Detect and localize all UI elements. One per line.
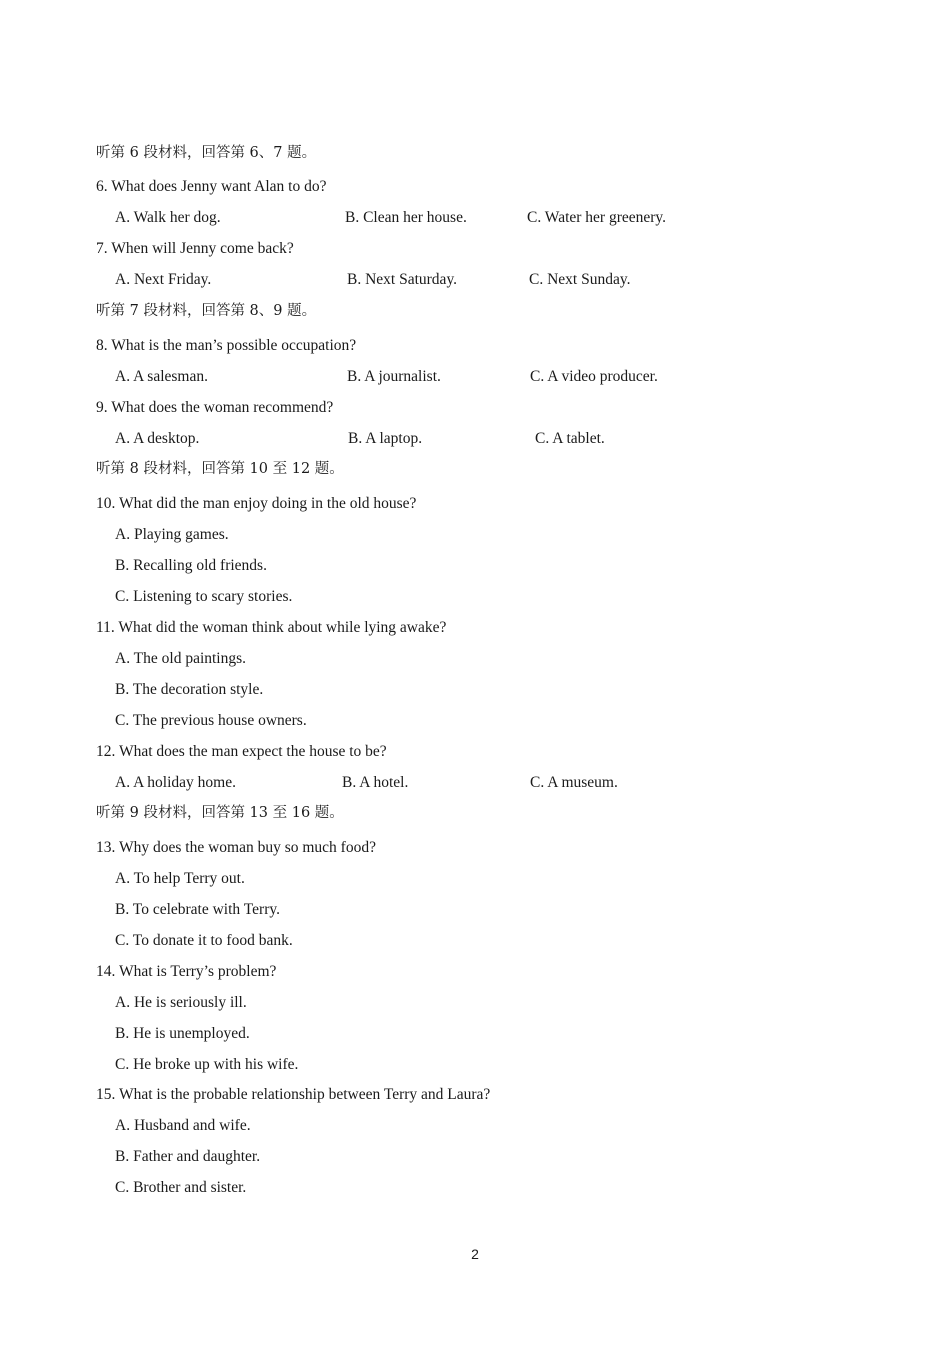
- question-6-stem: 6. What does Jenny want Alan to do?: [96, 178, 327, 195]
- question-10-option-a: A. Playing games.: [115, 526, 229, 543]
- question-15-option-b: B. Father and daughter.: [115, 1148, 261, 1165]
- question-9-stem: 9. What does the woman recommend?: [96, 399, 334, 416]
- question-14-option-b: B. He is unemployed.: [115, 1025, 250, 1042]
- question-7-option-c: C. Next Sunday.: [529, 271, 631, 288]
- section-heading-9: 听第 9 段材料，回答第 13 至 16 题。: [96, 805, 344, 821]
- question-6-option-c: C. Water her greenery.: [527, 209, 667, 226]
- question-14-stem: 14. What is Terry’s problem?: [96, 963, 277, 980]
- question-9-option-a: A. A desktop.: [115, 430, 200, 447]
- question-15-stem: 15. What is the probable relationship between Terry and Laura?: [96, 1086, 491, 1103]
- question-8-option-a: A. A salesman.: [115, 368, 208, 385]
- question-15-option-c: C. Brother and sister.: [115, 1179, 247, 1196]
- question-13-option-b: B. To celebrate with Terry.: [115, 901, 280, 918]
- question-12-stem: 12. What does the man expect the house to be?: [96, 743, 387, 760]
- question-9-option-b: B. A laptop.: [348, 430, 423, 447]
- question-12-option-c: C. A museum.: [530, 774, 618, 791]
- question-15-option-a: A. Husband and wife.: [115, 1117, 251, 1134]
- question-7-option-a: A. Next Friday.: [115, 271, 212, 288]
- question-10-option-b: B. Recalling old friends.: [115, 557, 267, 574]
- question-8-stem: 8. What is the man’s possible occupation?: [96, 337, 357, 354]
- question-10-option-c: C. Listening to scary stories.: [115, 588, 293, 605]
- question-7-option-b: B. Next Saturday.: [347, 271, 458, 288]
- question-11-option-a: A. The old paintings.: [115, 650, 247, 667]
- question-6-option-b: B. Clean her house.: [345, 209, 467, 226]
- question-9-option-c: C. A tablet.: [535, 430, 605, 447]
- page-number: 2: [471, 1246, 479, 1262]
- section-heading-7: 听第 7 段材料，回答第 8、9 题。: [96, 303, 317, 319]
- question-7-stem: 7. When will Jenny come back?: [96, 240, 294, 257]
- question-13-option-a: A. To help Terry out.: [115, 870, 245, 887]
- question-13-stem: 13. Why does the woman buy so much food?: [96, 839, 376, 856]
- question-13-option-c: C. To donate it to food bank.: [115, 932, 293, 949]
- question-8-option-b: B. A journalist.: [347, 368, 441, 385]
- section-heading-6: 听第 6 段材料，回答第 6、7 题。: [96, 145, 317, 161]
- section-heading-8: 听第 8 段材料，回答第 10 至 12 题。: [96, 461, 344, 477]
- question-8-option-c: C. A video producer.: [530, 368, 658, 385]
- question-14-option-a: A. He is seriously ill.: [115, 994, 247, 1011]
- question-14-option-c: C. He broke up with his wife.: [115, 1056, 299, 1073]
- question-11-stem: 11. What did the woman think about while lying awake?: [96, 619, 447, 636]
- question-10-stem: 10. What did the man enjoy doing in the old house?: [96, 495, 417, 512]
- question-12-option-a: A. A holiday home.: [115, 774, 236, 791]
- question-6-option-a: A. Walk her dog.: [115, 209, 221, 226]
- question-12-option-b: B. A hotel.: [342, 774, 409, 791]
- question-11-option-b: B. The decoration style.: [115, 681, 264, 698]
- question-11-option-c: C. The previous house owners.: [115, 712, 307, 729]
